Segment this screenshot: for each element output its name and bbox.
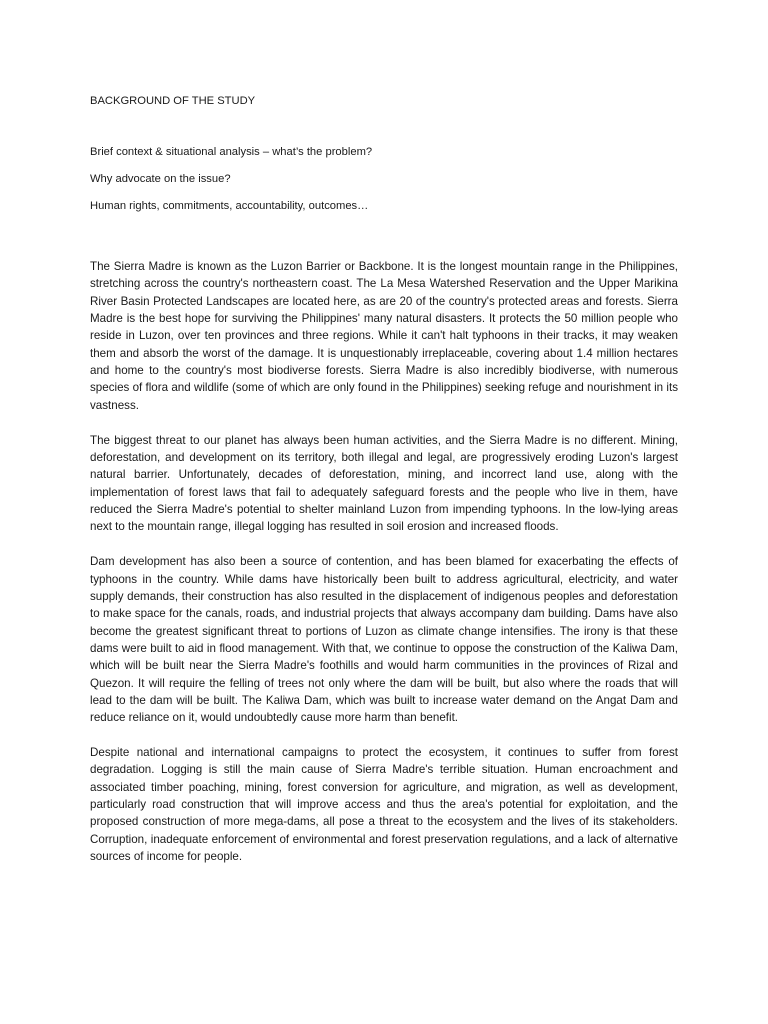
section-heading: BACKGROUND OF THE STUDY: [90, 95, 256, 107]
document-page: [90, 93, 678, 883]
paragraph-dam-development: Dam development has also been a source of contention, and has been blamed for exacerbating the effects of typhoons in the country. While dams have historically been built to address agricultural, electricity, and water supply demands, their construction has also resulted in the displacement of indigenous peoples and deforestation to make space for the canals, roads, and industrial projects that always accompany dam building. Dams have also become the greatest significant threat to portions of Luzon as climate change intensifies. The irony is that these dams were built to aid in flood management. With that, we continue to oppose the construction of the Kaliwa Dam, which will be built near the Sierra Madre's foothills and would harm communities in the provinces of Rizal and Quezon. It will require the felling of trees not only where the dam will be built, but also where the roads that will lead to the dam will be built. The Kaliwa Dam, which was built to increase water demand on the Angat Dam and reduce reliance on it, would undoubtedly cause more harm than benefit.: [90, 555, 678, 725]
prompt-why-advocate: Why advocate on the issue?: [90, 173, 231, 185]
guiding-questions: [90, 144, 678, 214]
paragraph-sierra-madre-overview: The Sierra Madre is known as the Luzon Barrier or Backbone. It is the longest mountain range in the Philippines, stretching across the country's northeastern coast. The La Mesa Watershed Reservation and the Upper Marikina River Basin Protected Landscapes are located here, as are 20 of the country's protected areas and forests. Sierra Madre is the best hope for surviving the Philippines' many natural disasters. It protects the 50 million people who reside in Luzon, over ten provinces and three regions. While it can't halt typhoons in their tracks, it may weaken them and absorb the worst of the damage. It is unquestionably irreplaceable, covering about 1.4 million hectares and home to the country's most biodiverse forests. Sierra Madre is also incredibly biodiverse, with numerous species of flora and wildlife (some of which are only found in the Philippines) seeking refuge and nourishment in its vastness.: [90, 260, 678, 412]
body-text: [90, 258, 678, 866]
paragraph-forest-degradation: Despite national and international campaigns to protect the ecosystem, it continues to suffer from forest degradation. Logging is still the main cause of Sierra Madre's terrible situation. Human encroachment and associated timber poaching, mining, forest conversion for agriculture, and migration, as well as development, particularly road construction that will improve access and thus the area's potential for exploitation, and the proposed construction of more mega-dams, all pose a threat to the ecosystem and the lives of its stakeholders. Corruption, inadequate enforcement of environmental and forest preservation regulations, and a lack of alternative sources of income for people.: [90, 746, 678, 864]
paragraph-human-threats: The biggest threat to our planet has always been human activities, and the Sierra Madre is no different. Mining, deforestation, and development on its territory, both illegal and legal, are progressively eroding Luzon's largest natural barrier. Unfortunately, decades of deforestation, mining, and incorrect land use, along with the implementation of forest laws that fail to adequately safeguard forests and the people who live in them, have reduced the Sierra Madre's potential to shelter mainland Luzon from impending typhoons. In the low-lying areas next to the mountain range, illegal logging has resulted in soil erosion and increased floods.: [90, 433, 678, 534]
prompt-human-rights: Human rights, commitments, accountability, outcomes…: [90, 200, 369, 212]
prompt-context: Brief context & situational analysis – what’s the problem?: [90, 146, 373, 158]
